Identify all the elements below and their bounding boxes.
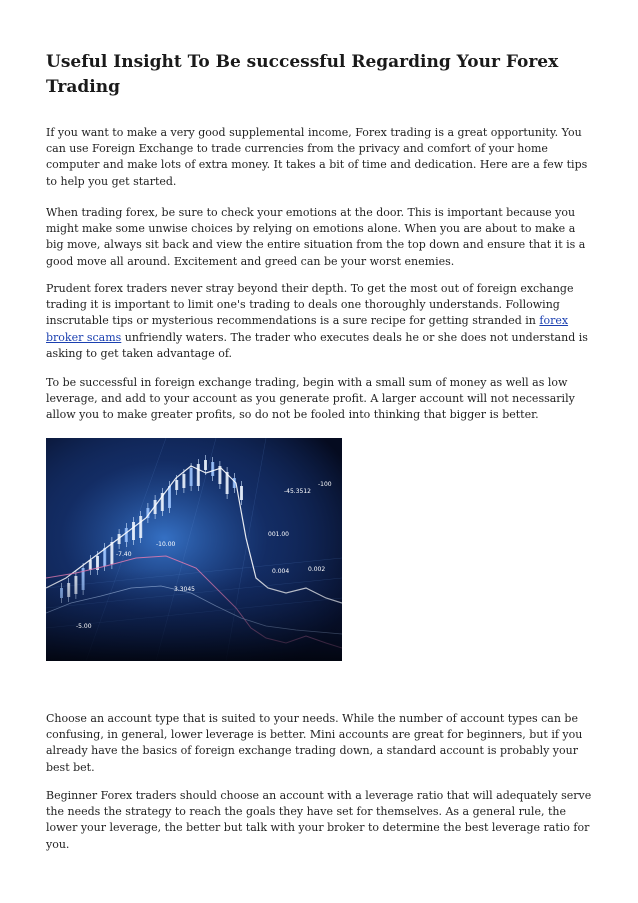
forex-chart-graphic <box>46 438 342 661</box>
chart-label-8: -7.40 <box>116 551 132 558</box>
candle-body <box>139 516 142 538</box>
paragraph-3 <box>46 281 594 362</box>
chart-label-9: -5.00 <box>76 623 92 630</box>
chart-label-5: 0.002 <box>308 566 326 573</box>
candle-body <box>190 468 193 486</box>
chart-label-2: -100 <box>318 481 332 488</box>
candle-body <box>197 464 200 486</box>
paragraph-4: To be successful in foreign exchange trading, begin with a small sum of money as well as low leverage, and add to your account as you generate profit. A larger account will not necessarily allow you to make greater profits, so do not be fooled into thinking that bigger is better. <box>46 376 575 422</box>
paragraph-1: If you want to make a very good supplemental income, Forex trading is a great opportunity. You can use Foreign Exchange to trade currencies from the privacy and comfort of your home computer and make lots of extra money. It takes a bit of time and dedication. Here are a few tips to help you get started. <box>46 126 588 188</box>
paragraph-5: Choose an account type that is suited to your needs. While the number of account types can be confusing, in general, lower leverage is better. Mini accounts are great for beginners, but if you already have the basics of foreign exchange trading down, a standard account is probably your best bet. <box>46 712 583 774</box>
chart-label-3: 001.00 <box>268 531 289 538</box>
candle-body <box>175 480 178 490</box>
paragraph-6: Beginner Forex traders should choose an account with a leverage ratio that will adequately serve the needs the strategy to reach the goals they have set for themselves. As a general rule, the lower your leverage, the better but talk with your broker to determine the best leverage ratio for you. <box>46 789 592 851</box>
candle-body <box>125 528 128 542</box>
candle-body <box>103 548 106 566</box>
chart-label-6: 3.3045 <box>174 586 195 593</box>
forex-broker-scams-link[interactable]: forex broker scams <box>46 314 569 344</box>
candle-body <box>110 542 113 564</box>
candle-body <box>132 522 135 540</box>
candle-body <box>168 486 171 508</box>
candle-body <box>240 486 243 500</box>
chart-label-1: -45.3512 <box>284 488 311 495</box>
chart-label-7: -10.00 <box>156 541 176 548</box>
paragraph-2: When trading forex, be sure to check your emotions at the door. This is important because you might make some unwise choices by relying on emotions alone. When you are about to make a big move, always sit back and view the entire situation from the top down and ensure that it is a good move all around. Excitement and greed can be your worst enemies. <box>46 206 586 268</box>
candle-body <box>204 460 207 470</box>
paragraph-3-text-after: unfriendly waters. The trader who executes deals he or she does not understand is asking to get taken advantage of. <box>46 330 588 360</box>
forex-chart-image <box>46 438 342 661</box>
article-title: Useful Insight To Be successful Regarding Your Forex Trading <box>46 52 559 97</box>
chart-label-4: 0.004 <box>272 568 290 575</box>
candle-body <box>211 462 214 476</box>
candle-body <box>182 474 185 488</box>
paragraph-3-text-before: Prudent forex traders never stray beyond their depth. To get the most out of foreign exchange trading it is important to limit one's trading to deals one thoroughly understands. Following inscrutable tips or mysterious recommendations is a sure recipe for getting stranded in <box>46 282 574 328</box>
